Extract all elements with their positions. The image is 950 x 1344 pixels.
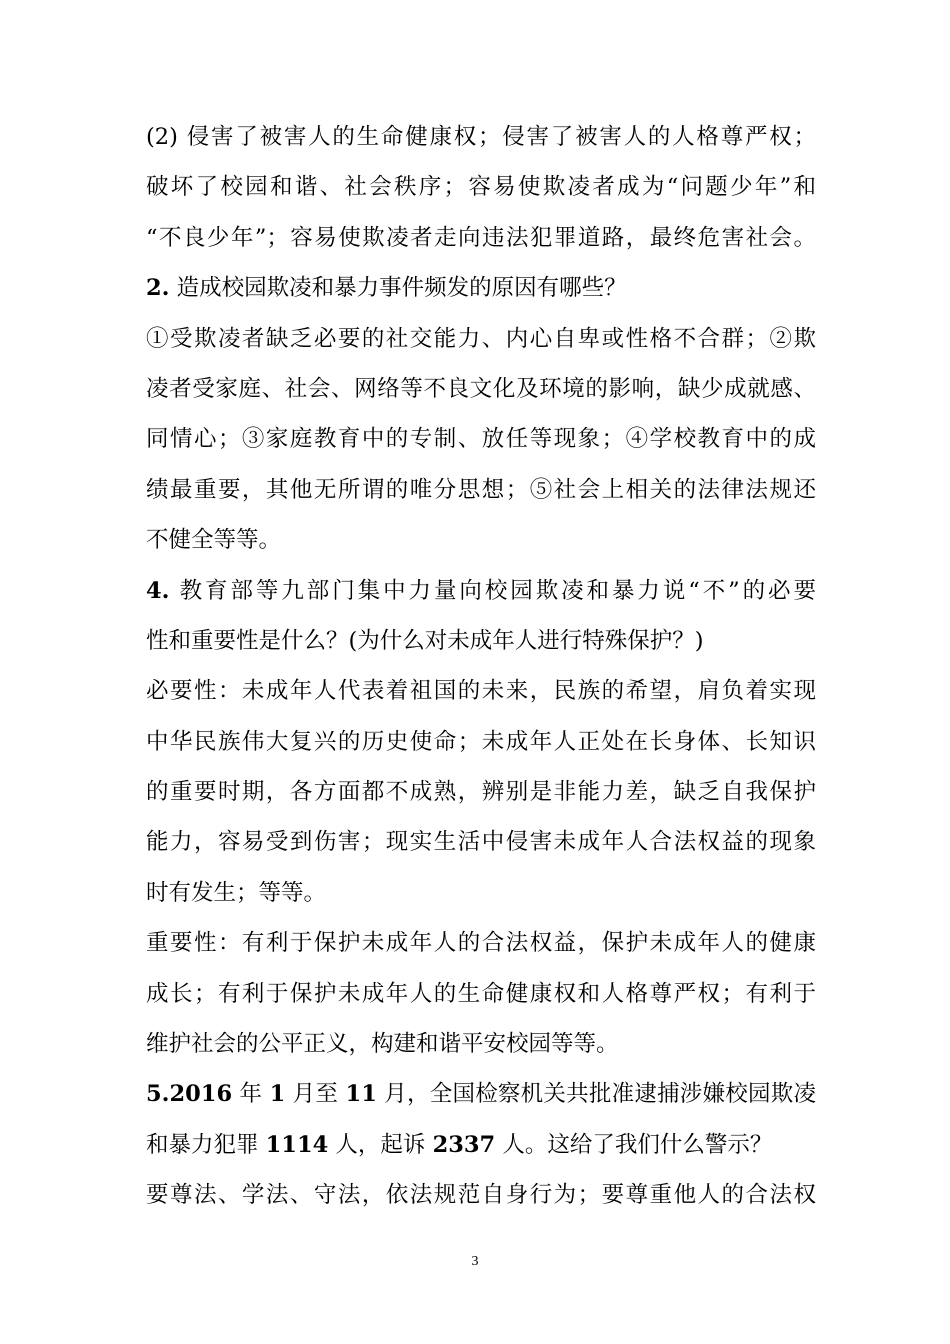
question-4 <box>146 566 816 667</box>
text-line: 的重要时期，各方面都不成熟，辨别是非能力差，缺乏自我保护 <box>146 779 816 806</box>
text-line: 绩最重要，其他无所谓的唯分思想；⑤社会上相关的法律法规还 <box>146 476 816 503</box>
question-line: 性和重要性是什么？(为什么对未成年人进行特殊保护？) <box>146 627 704 654</box>
answer-paragraph-importance <box>146 918 816 1069</box>
text-line: 重要性：有利于保护未成年人的合法权益，保护未成年人的健康 <box>146 930 816 957</box>
text-line: 破坏了校园和谐、社会秩序；容易使欺凌者成为“问题少年”和 <box>146 174 816 201</box>
question-5 <box>146 1069 816 1170</box>
page-number: 3 <box>471 1254 479 1269</box>
month-end: 11 <box>345 1081 377 1108</box>
question-text: 教育部等九部门集中力量向校园欺凌和暴力说“不”的必要 <box>169 577 816 604</box>
question-number: 4. <box>146 577 170 604</box>
answer-paragraph-1 <box>146 112 816 263</box>
text-line: 能力，容易受到伤害；现实生活中侵害未成年人合法权益的现象 <box>146 829 816 856</box>
question-text: 年 <box>232 1081 270 1108</box>
question-2 <box>146 263 816 313</box>
question-number: 5.2016 <box>146 1081 233 1108</box>
text-line: (2) 侵害了被害人的生命健康权；侵害了被害人的人格尊严权； <box>146 124 816 150</box>
question-text: 人。这给了我们什么警示？ <box>495 1131 773 1158</box>
question-text: 月，全国检察机关共批准逮捕涉嫌校园欺凌 <box>376 1081 816 1108</box>
answer-paragraph-2 <box>146 314 816 566</box>
question-number: 2. <box>146 275 170 302</box>
text-line: 凌者受家庭、社会、网络等不良文化及环境的影响，缺少成就感、 <box>146 375 816 402</box>
question-text: 造成校园欺凌和暴力事件频发的原因有哪些？ <box>169 275 627 302</box>
answer-paragraph-5 <box>146 1170 816 1220</box>
question-line <box>146 1120 816 1170</box>
page-content <box>146 112 816 1221</box>
text-line: 时有发生；等等。 <box>146 879 327 906</box>
text-line: 维护社会的公平正义，构建和谐平安校园等等。 <box>146 1031 619 1058</box>
text-line: 必要性：未成年人代表着祖国的未来，民族的希望，肩负着实现 <box>146 678 816 705</box>
text-line: 不健全等等。 <box>146 527 282 554</box>
month-start: 1 <box>269 1081 286 1108</box>
prosecution-count: 2337 <box>432 1131 496 1158</box>
question-line <box>146 1069 816 1119</box>
text-line: 成长；有利于保护未成年人的生命健康权和人格尊严权；有利于 <box>146 980 816 1007</box>
question-line <box>146 566 816 616</box>
question-text: 月至 <box>285 1081 346 1108</box>
text-line: ①受欺凌者缺乏必要的社交能力、内心自卑或性格不合群；②欺 <box>146 325 816 352</box>
arrest-count: 1114 <box>265 1131 329 1158</box>
answer-paragraph-necessity <box>146 666 816 918</box>
text-line: 要尊法、学法、守法，依法规范自身行为；要尊重他人的合法权 <box>146 1182 816 1209</box>
question-text: 人，起诉 <box>328 1131 433 1158</box>
text-line: 同情心；③家庭教育中的专制、放任等现象；④学校教育中的成 <box>146 426 816 453</box>
text-line: “不良少年”；容易使欺凌者走向违法犯罪道路，最终危害社会。 <box>146 224 816 251</box>
text-line: 中华民族伟大复兴的历史使命；未成年人正处在长身体、长知识 <box>146 728 816 755</box>
question-text: 和暴力犯罪 <box>146 1131 266 1158</box>
